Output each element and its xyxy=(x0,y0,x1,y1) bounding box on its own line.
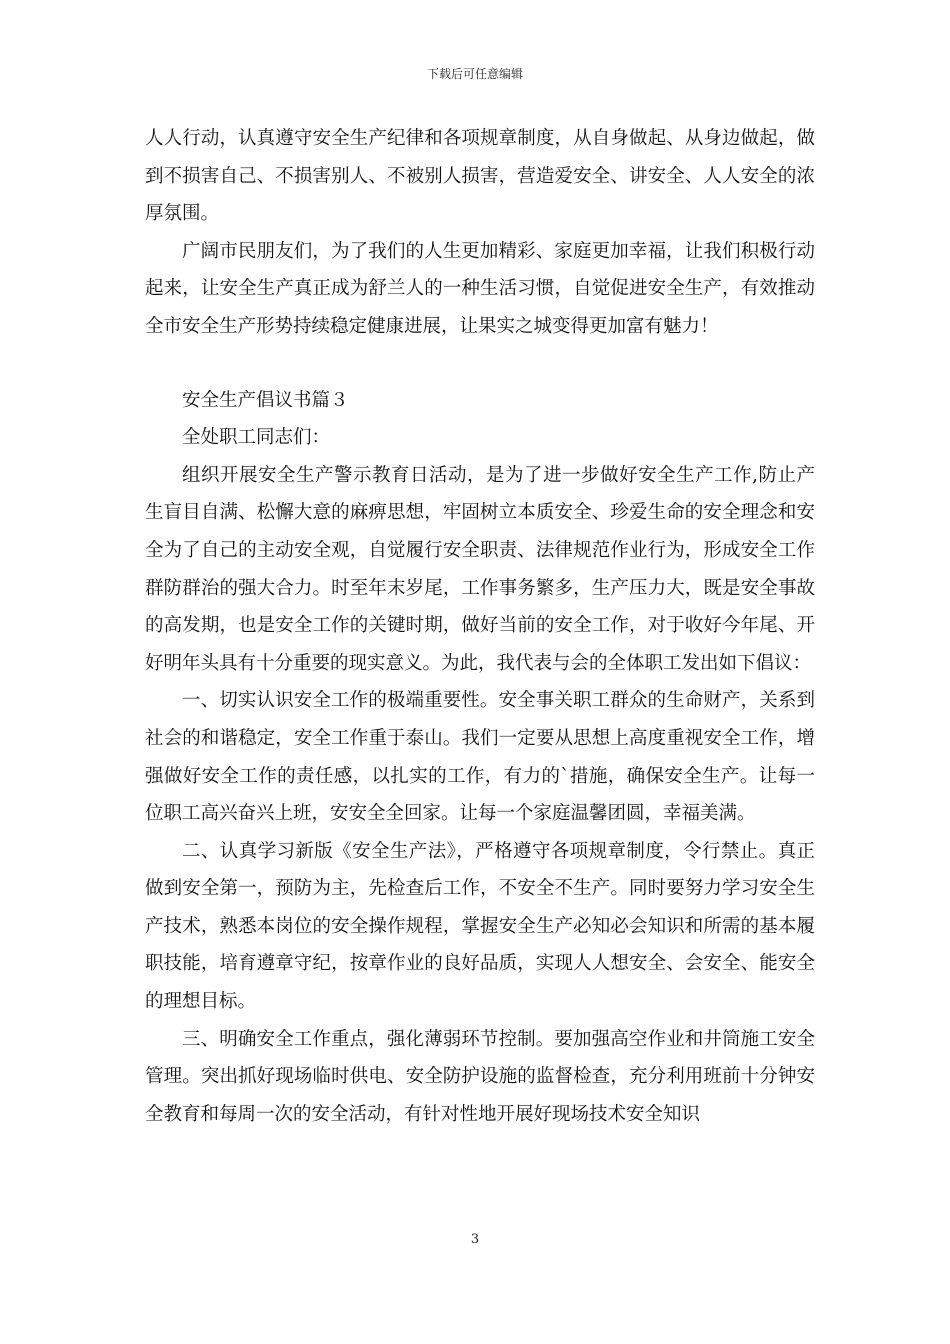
paragraph-item-2: 二、认真学习新版《安全生产法》，严格遵守各项规章制度，令行禁止。真正做到安全第一，预防为主，先检查后工作，不安全不生产。同时要努力学习安全生产技术，熟悉本岗位的安全操作规程，掌握安全生产必知必会知识和所需的基本履职技能，培育遵章守纪，按章作业的良好品质，实现人人想安全、会安全、能安全的理想目标。 xyxy=(145,840,815,1013)
section-title: 安全生产倡议书篇３ xyxy=(182,389,349,411)
paragraph-item-1: 一、切实认识安全工作的极端重要性。安全事关职工群众的生命财产，关系到社会的和谐稳定，安全工作重于泰山。我们一定要从思想上高度重视安全工作，增强做好安全工作的责任感，以扎实的工作，有力的`措施，确保安全生产。让每一位职工高兴奋兴上班，安安全全回家。让每一个家庭温馨团圆，幸福美满。 xyxy=(145,690,815,825)
paragraph-item-3: 三、明确安全工作重点，强化薄弱环节控制。要加强高空作业和井筒施工安全管理。突出抓好现场临时供电、安全防护设施的监督检查，充分利用班前十分钟安全教育和每周一次的安全活动，有针对性地开展好现场技术安全知识 xyxy=(145,1028,815,1125)
page-number: 3 xyxy=(470,1232,480,1247)
section-spacer xyxy=(145,346,815,382)
salutation: 全处职工同志们： xyxy=(182,427,331,449)
document-body xyxy=(145,120,815,1133)
paragraph-intro: 组织开展安全生产警示教育日活动，是为了进一步做好安全生产工作,防止产生盲目自满、松懈大意的麻痹思想，牢固树立本质安全、珍爱生命的安全理念和安全为了自己的主动安全观，自觉履行安全职责、法律规范作业行为，形成安全工作群防群治的强大合力。时至年末岁尾，工作事务繁多，生产压力大，既是安全事故的高发期，也是安全工作的关键时期，做好当前的安全工作，对于收好今年尾、开好明年头具有十分重要的现实意义。为此，我代表与会的全体职工发出如下倡议： xyxy=(145,464,815,674)
paragraph-appeal: 广阔市民朋友们，为了我们的人生更加精彩、家庭更加幸福，让我们积极行动起来，让安全生产真正成为舒兰人的一种生活习惯，自觉促进安全生产，有效推动全市安全生产形势持续稳定健康进展，让果实之城变得更加富有魅力！ xyxy=(145,240,815,337)
paragraph-continuation: 人人行动，认真遵守安全生产纪律和各项规章制度，从自身做起、从身边做起，做到不损害自己、不损害别人、不被别人损害，营造爱安全、讲安全、人人安全的浓厚氛围。 xyxy=(145,128,815,225)
page-header: 下载后可任意编辑 xyxy=(426,67,523,81)
